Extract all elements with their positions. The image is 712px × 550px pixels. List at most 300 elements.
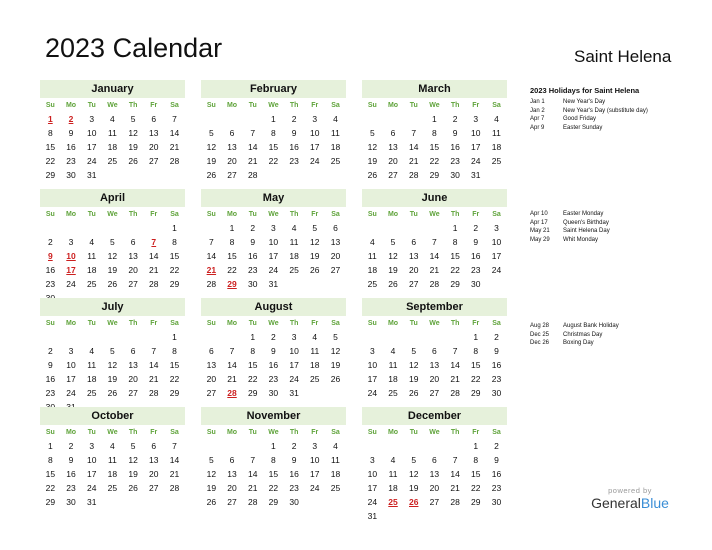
empty-day xyxy=(242,112,263,126)
empty-day xyxy=(201,439,222,453)
day-cell: 26 xyxy=(330,374,341,384)
day-cell: 16 xyxy=(289,142,299,152)
day-cell: 14 xyxy=(149,360,159,370)
day-cell: 3 xyxy=(291,332,297,342)
day-cell: 3 xyxy=(312,441,318,451)
day-cell: 12 xyxy=(107,251,118,261)
empty-day xyxy=(143,221,164,235)
day-cell: 1 xyxy=(452,223,458,233)
day-cell: 12 xyxy=(330,346,341,356)
day-cell: 20 xyxy=(429,374,440,384)
day-cell: 10 xyxy=(268,237,279,247)
day-cell: 20 xyxy=(128,265,138,275)
weekday-label: Mo xyxy=(387,320,399,327)
day-cell: 8 xyxy=(473,455,479,465)
day-cell: 10 xyxy=(86,128,97,138)
day-cell: 4 xyxy=(390,455,396,465)
weekday-label: Tu xyxy=(409,429,418,436)
day-cell: 7 xyxy=(250,128,256,138)
day-cell: 26 xyxy=(107,388,118,398)
empty-day xyxy=(222,330,243,344)
empty-day xyxy=(424,221,445,235)
day-cell: 18 xyxy=(107,142,118,152)
empty-day xyxy=(445,330,466,344)
day-cell: 28 xyxy=(408,170,419,180)
day-cell: 29 xyxy=(45,497,56,507)
weekday-label: Mo xyxy=(226,102,238,109)
day-cell: 20 xyxy=(227,156,237,166)
day-cell: 26 xyxy=(128,156,138,166)
day-grid xyxy=(362,426,507,523)
weekday-label: Th xyxy=(450,102,460,109)
page-title: 2023 Calendar xyxy=(45,33,223,63)
day-cell: 6 xyxy=(432,346,437,356)
day-cell: 8 xyxy=(271,455,276,465)
day-cell: 31 xyxy=(86,170,97,180)
powered-by-text: powered by xyxy=(608,486,652,495)
day-cell: 2 xyxy=(47,346,53,356)
day-cell: 14 xyxy=(450,360,460,370)
holiday-name: Saint Helena Day xyxy=(563,228,610,234)
day-cell: 23 xyxy=(268,374,279,384)
day-cell: 18 xyxy=(107,469,118,479)
day-cell: 17 xyxy=(86,469,97,479)
day-cell: 10 xyxy=(367,469,378,479)
day-cell: 15 xyxy=(268,469,279,479)
day-cell: 30 xyxy=(247,279,258,289)
day-cell: 10 xyxy=(367,360,378,370)
day-cell: 6 xyxy=(130,237,136,247)
day-cell: 31 xyxy=(367,511,378,521)
day-cell: 5 xyxy=(312,223,318,233)
day-cell: 19 xyxy=(388,265,398,275)
weekday-label: Sa xyxy=(492,320,501,327)
day-cell: 8 xyxy=(47,455,53,465)
day-cell: 25 xyxy=(86,279,97,289)
day-cell: 27 xyxy=(227,497,237,507)
day-cell: 17 xyxy=(367,483,378,493)
country-name: Saint Helena xyxy=(574,47,672,66)
day-cell: 29 xyxy=(471,497,481,507)
day-cell: 25 xyxy=(491,156,502,166)
holiday-row xyxy=(530,115,648,124)
day-cell: 27 xyxy=(429,497,440,507)
weekday-label: Tu xyxy=(87,211,96,218)
day-cell: 6 xyxy=(390,128,396,138)
day-cell: 17 xyxy=(268,251,279,261)
day-cell: 16 xyxy=(471,251,481,261)
day-cell: 13 xyxy=(388,142,398,152)
day-cell: 4 xyxy=(110,441,115,451)
day-cell: 14 xyxy=(450,469,460,479)
holiday-name: Boxing Day xyxy=(563,340,594,346)
empty-day xyxy=(403,221,424,235)
day-cell: 22 xyxy=(268,156,279,166)
month-header: January xyxy=(40,80,185,98)
holiday-date: Aug 28 xyxy=(530,323,550,329)
day-cell: 2 xyxy=(473,223,479,233)
day-cell: 22 xyxy=(471,374,481,384)
day-cell: 26 xyxy=(408,388,419,398)
day-cell: 10 xyxy=(491,237,502,247)
day-cell: 15 xyxy=(429,142,440,152)
weekday-label: Mo xyxy=(387,429,399,436)
day-cell: 9 xyxy=(452,128,458,138)
holiday-date: Apr 9 xyxy=(530,124,545,131)
empty-day xyxy=(61,221,82,235)
holiday-day: 17 xyxy=(66,265,76,275)
day-cell: 11 xyxy=(289,237,299,247)
day-cell: 18 xyxy=(367,265,378,275)
empty-day xyxy=(383,221,404,235)
day-cell: 5 xyxy=(411,455,417,465)
day-cell: 1 xyxy=(250,332,256,342)
holiday-date: May 21 xyxy=(530,228,550,234)
day-cell: 18 xyxy=(289,251,299,261)
weekday-label: Fr xyxy=(311,320,319,327)
holiday-row xyxy=(530,219,610,228)
day-cell: 23 xyxy=(491,483,502,493)
day-cell: 14 xyxy=(206,251,217,261)
day-cell: 25 xyxy=(86,388,97,398)
day-cell: 6 xyxy=(229,455,235,465)
day-cell: 23 xyxy=(289,483,299,493)
day-cell: 22 xyxy=(471,483,481,493)
day-cell: 10 xyxy=(310,128,320,138)
day-cell: 29 xyxy=(45,170,56,180)
month-may xyxy=(201,189,346,291)
day-cell: 9 xyxy=(494,455,499,465)
day-grid xyxy=(40,208,185,305)
day-cell: 13 xyxy=(429,469,440,479)
day-cell: 8 xyxy=(473,346,479,356)
weekday-label: We xyxy=(107,102,118,109)
holiday-date: May 29 xyxy=(530,236,550,243)
day-cell: 7 xyxy=(452,455,458,465)
day-cell: 27 xyxy=(227,170,237,180)
day-cell: 5 xyxy=(130,441,136,451)
day-cell: 27 xyxy=(388,170,398,180)
weekday-label: Mo xyxy=(65,320,77,327)
weekday-label: Tu xyxy=(409,320,418,327)
day-cell: 9 xyxy=(291,455,297,465)
day-cell: 4 xyxy=(494,114,499,124)
day-cell: 21 xyxy=(247,156,258,166)
day-cell: 28 xyxy=(149,279,159,289)
weekday-label: Tu xyxy=(248,102,257,109)
day-cell: 30 xyxy=(491,497,502,507)
holiday-name: Easter Sunday xyxy=(563,124,603,131)
day-cell: 8 xyxy=(229,237,235,247)
day-cell: 19 xyxy=(128,142,138,152)
empty-day xyxy=(445,439,466,453)
day-cell: 26 xyxy=(206,170,217,180)
holiday-day: 29 xyxy=(227,279,237,289)
day-cell: 16 xyxy=(491,469,502,479)
day-grid xyxy=(362,317,507,400)
day-cell: 13 xyxy=(429,360,440,370)
day-cell: 14 xyxy=(227,360,237,370)
holiday-date: Apr 17 xyxy=(530,219,548,226)
month-june xyxy=(362,189,507,291)
day-cell: 24 xyxy=(367,497,378,507)
day-cell: 11 xyxy=(331,455,340,465)
day-cell: 26 xyxy=(128,483,138,493)
day-cell: 23 xyxy=(66,483,76,493)
day-cell: 24 xyxy=(367,388,378,398)
empty-day xyxy=(201,221,222,235)
day-cell: 16 xyxy=(450,142,460,152)
day-cell: 7 xyxy=(151,346,157,356)
day-cell: 27 xyxy=(330,265,341,275)
holiday-day: 10 xyxy=(66,251,76,261)
day-cell: 21 xyxy=(408,156,419,166)
month-header: April xyxy=(40,189,185,207)
day-cell: 24 xyxy=(66,388,76,398)
day-cell: 6 xyxy=(333,223,338,233)
day-cell: 6 xyxy=(208,346,214,356)
day-cell: 8 xyxy=(250,346,256,356)
holiday-row xyxy=(530,322,619,331)
day-cell: 15 xyxy=(45,142,56,152)
day-cell: 4 xyxy=(333,441,338,451)
day-cell: 26 xyxy=(367,170,378,180)
day-cell: 14 xyxy=(169,455,180,465)
day-cell: 25 xyxy=(388,388,398,398)
weekday-label: Su xyxy=(45,320,55,327)
weekday-label: Tu xyxy=(409,102,418,109)
day-cell: 29 xyxy=(169,279,180,289)
day-cell: 5 xyxy=(208,455,214,465)
month-february xyxy=(201,80,346,182)
day-cell: 4 xyxy=(291,223,297,233)
day-cell: 18 xyxy=(330,142,341,152)
month-december xyxy=(362,407,507,523)
day-cell: 15 xyxy=(471,469,481,479)
day-cell: 5 xyxy=(208,128,214,138)
day-cell: 20 xyxy=(128,374,138,384)
empty-day xyxy=(403,439,424,453)
day-cell: 11 xyxy=(107,128,117,138)
empty-day xyxy=(362,439,383,453)
day-cell: 12 xyxy=(206,142,217,152)
day-cell: 3 xyxy=(68,237,74,247)
day-cell: 20 xyxy=(429,483,440,493)
day-cell: 20 xyxy=(206,374,217,384)
day-cell: 22 xyxy=(169,374,180,384)
day-cell: 19 xyxy=(206,156,217,166)
day-cell: 10 xyxy=(66,360,76,370)
empty-day xyxy=(222,112,243,126)
day-cell: 21 xyxy=(450,374,460,384)
day-cell: 15 xyxy=(268,142,279,152)
holiday-row xyxy=(530,124,648,133)
day-cell: 25 xyxy=(107,156,118,166)
weekday-label: Fr xyxy=(472,211,480,218)
day-cell: 20 xyxy=(227,483,237,493)
day-cell: 15 xyxy=(227,251,237,261)
weekday-label: Su xyxy=(206,102,216,109)
weekday-label: Su xyxy=(367,320,377,327)
day-cell: 13 xyxy=(330,237,341,247)
day-cell: 4 xyxy=(369,237,375,247)
day-cell: 30 xyxy=(66,497,76,507)
day-cell: 8 xyxy=(172,237,177,247)
weekday-label: Sa xyxy=(492,211,501,218)
day-cell: 6 xyxy=(411,237,417,247)
holiday-row xyxy=(530,236,610,245)
day-cell: 29 xyxy=(429,170,440,180)
day-cell: 21 xyxy=(429,265,440,275)
day-cell: 17 xyxy=(367,374,378,384)
weekday-label: We xyxy=(107,211,118,218)
empty-day xyxy=(403,330,424,344)
day-cell: 2 xyxy=(452,114,458,124)
day-cell: 19 xyxy=(107,374,118,384)
day-cell: 24 xyxy=(289,374,299,384)
day-cell: 23 xyxy=(45,388,56,398)
day-cell: 24 xyxy=(86,156,97,166)
weekday-label: Su xyxy=(367,429,377,436)
day-cell: 13 xyxy=(149,455,159,465)
weekday-label: Sa xyxy=(170,320,179,327)
day-cell: 1 xyxy=(47,441,53,451)
day-cell: 12 xyxy=(128,455,138,465)
day-cell: 16 xyxy=(66,142,76,152)
day-cell: 7 xyxy=(432,237,437,247)
day-cell: 22 xyxy=(247,374,258,384)
holiday-row xyxy=(530,227,610,236)
empty-day xyxy=(403,112,424,126)
day-cell: 27 xyxy=(128,388,138,398)
day-cell: 4 xyxy=(333,114,338,124)
empty-day xyxy=(201,112,222,126)
day-cell: 2 xyxy=(494,441,499,451)
weekday-label: Th xyxy=(289,211,299,218)
day-cell: 1 xyxy=(172,223,177,233)
day-cell: 19 xyxy=(330,360,341,370)
day-cell: 18 xyxy=(388,483,398,493)
day-cell: 2 xyxy=(68,441,74,451)
day-cell: 21 xyxy=(149,265,159,275)
day-cell: 30 xyxy=(471,279,481,289)
holiday-day: 1 xyxy=(47,114,53,124)
day-cell: 13 xyxy=(206,360,217,370)
day-cell: 4 xyxy=(110,114,115,124)
day-cell: 3 xyxy=(369,455,375,465)
weekday-label: Fr xyxy=(150,429,158,436)
day-cell: 23 xyxy=(450,156,460,166)
weekday-label: Su xyxy=(45,102,55,109)
day-cell: 11 xyxy=(388,360,398,370)
weekday-label: Su xyxy=(45,211,55,218)
day-cell: 2 xyxy=(271,332,276,342)
day-cell: 29 xyxy=(169,388,180,398)
day-cell: 18 xyxy=(330,469,341,479)
day-cell: 11 xyxy=(492,128,501,138)
day-cell: 8 xyxy=(47,128,53,138)
holidays-title: 2023 Holidays for Saint Helena xyxy=(530,86,640,95)
day-cell: 9 xyxy=(494,346,499,356)
day-cell: 12 xyxy=(128,128,138,138)
day-cell: 29 xyxy=(247,388,258,398)
weekday-label: Th xyxy=(289,320,299,327)
day-cell: 20 xyxy=(149,142,159,152)
weekday-label: Th xyxy=(450,429,460,436)
holiday-day: 21 xyxy=(206,265,217,275)
day-cell: 3 xyxy=(89,114,95,124)
weekday-label: We xyxy=(429,320,440,327)
day-cell: 6 xyxy=(229,128,235,138)
day-cell: 11 xyxy=(107,455,117,465)
holiday-date: Jan 1 xyxy=(530,99,545,105)
empty-day xyxy=(81,330,102,344)
day-cell: 27 xyxy=(149,483,159,493)
holiday-date: Dec 25 xyxy=(530,331,550,338)
day-cell: 23 xyxy=(289,156,299,166)
day-cell: 2 xyxy=(250,223,256,233)
day-cell: 7 xyxy=(250,455,256,465)
day-cell: 4 xyxy=(390,346,396,356)
day-cell: 9 xyxy=(291,128,297,138)
day-grid xyxy=(362,208,507,291)
day-cell: 19 xyxy=(128,469,138,479)
day-cell: 9 xyxy=(271,346,276,356)
day-cell: 17 xyxy=(310,469,320,479)
day-cell: 22 xyxy=(169,265,180,275)
day-cell: 1 xyxy=(271,114,276,124)
day-cell: 14 xyxy=(169,128,180,138)
holiday-name: Whit Monday xyxy=(563,236,599,243)
day-grid xyxy=(201,208,346,291)
weekday-label: We xyxy=(429,429,440,436)
month-header: May xyxy=(201,189,346,207)
day-cell: 2 xyxy=(47,237,53,247)
day-cell: 24 xyxy=(86,483,97,493)
day-grid xyxy=(40,317,185,414)
day-cell: 15 xyxy=(169,251,180,261)
day-cell: 13 xyxy=(149,128,159,138)
day-cell: 1 xyxy=(172,332,177,342)
holiday-row xyxy=(530,210,610,219)
day-cell: 7 xyxy=(172,441,177,451)
day-cell: 16 xyxy=(66,469,76,479)
day-cell: 14 xyxy=(247,142,258,152)
day-cell: 25 xyxy=(107,483,118,493)
weekday-label: Fr xyxy=(472,429,480,436)
weekday-label: Mo xyxy=(65,429,77,436)
day-cell: 5 xyxy=(369,128,375,138)
day-cell: 23 xyxy=(45,279,56,289)
weekday-label: Su xyxy=(367,211,377,218)
weekday-label: Tu xyxy=(87,102,96,109)
weekday-label: Tu xyxy=(248,211,257,218)
day-cell: 22 xyxy=(450,265,460,275)
weekday-label: Th xyxy=(289,429,299,436)
day-cell: 22 xyxy=(268,483,279,493)
day-cell: 15 xyxy=(247,360,258,370)
day-cell: 9 xyxy=(68,128,74,138)
day-cell: 16 xyxy=(268,360,279,370)
day-cell: 7 xyxy=(411,128,417,138)
holiday-name: Good Friday xyxy=(563,116,597,122)
day-cell: 28 xyxy=(247,170,258,180)
day-cell: 13 xyxy=(227,142,237,152)
day-cell: 11 xyxy=(367,251,377,261)
day-cell: 24 xyxy=(66,279,76,289)
day-cell: 1 xyxy=(473,441,479,451)
month-header: September xyxy=(362,298,507,316)
